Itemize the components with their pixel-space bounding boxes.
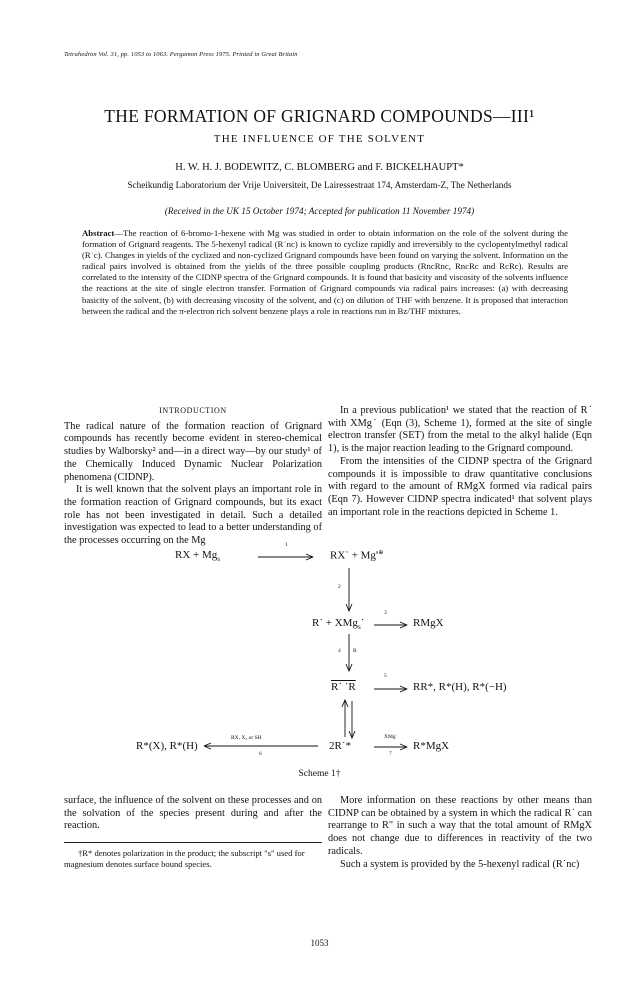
intro-right-paragraph-2: From the intensities of the CIDNP spectra of the Grignard compounds it is impossible to draw quantitative conclusions with regard to the amount of RMgX formed via radical pairs (Eqn 7). However CIDNP spectra indicated¹ that solvent plays an important role in the reactions depicted in Scheme 1. — [328, 455, 592, 518]
scheme-step-number: 2 — [338, 584, 341, 590]
scheme-polarized-grignard: R*MgX — [413, 740, 450, 752]
scheme-step-number: 3 — [384, 610, 387, 616]
scheme-step-number: 6 — [259, 751, 262, 757]
scheme-step-label: R — [353, 648, 357, 654]
scheme-escape-arrows — [339, 699, 359, 739]
author-list: H. W. H. J. BODEWITZ, C. BLOMBERG and F. BICKELHAUPT* — [175, 162, 464, 173]
scheme-arrow-2 — [344, 568, 354, 612]
scheme-halide-products: R*(X), R*(H) — [136, 740, 198, 752]
scheme-arrow-5 — [374, 685, 408, 693]
intro-paragraph-2: It is well known that the solvent plays an important role in the formation reaction of Grignard compounds, but its exact role has not been investigated in detail. Such a detailed investigation was expected to lead to a better understanding of the processes occurring on the Mg — [64, 484, 322, 547]
page-number: 1053 — [310, 938, 329, 948]
scheme-grignard-product: RMgX — [413, 617, 444, 629]
footnote: †R* denotes polarization in the product; the subscript "s" used for magnesium denotes surface bound species. — [64, 848, 305, 869]
scheme-arrow-1 — [258, 553, 314, 561]
scheme-arrow-4 — [344, 634, 354, 672]
affiliation: Scheikundig Laboratorium der Vrije Universiteit, De Lairessestraat 174, Amsterdam-Z, The Netherlands — [127, 180, 512, 190]
scheme-step-number: 7 — [389, 751, 392, 757]
scheme-arrow-6 — [204, 742, 320, 750]
scheme-arrow-7 — [374, 743, 408, 751]
scheme-radical-xmg: R˙ + XMg$_s$˙ — [312, 617, 365, 632]
scheme-arrow-7-label: XMg˙ — [384, 734, 398, 740]
scheme-free-radicals: 2R˙* — [329, 740, 351, 752]
section-heading-introduction: INTRODUCTION — [159, 406, 227, 415]
scheme-step-number: 4 — [338, 648, 341, 654]
scheme-arrow-6-label: RX, X₂ or SH — [231, 735, 262, 741]
abstract-text: —The reaction of 6-bromo-1-hexene with Mg was studied in order to obtain information on the role of the solvent during the formation of Grignard reagents. The 5-hexenyl radical (R˙nc) is known to cyclize rapidly and irreversibly to the cyclopentylmethyl radical (R˙c). Changes in yields of the cyclized and non-cyclized Grignard compounds have been found on varying the solvent. Information on the radical pairs involved is obtained from the yields of the three possible coupling products (RncRnc, RncRc and RcRc). Results are correlated to the intensity of the CIDNP spectra of the Grignard compounds. It is found that basicity and viscosity of the solvents influence the reactions at the site of single electron transfer. Formation of Grignard compounds via radical pairs increases: (a) with decreasing basicity of the solvent, (b) with decreasing viscosity of the solvent, and (c) on dilution of THF with benzene. It is proposed that interaction between the radical and the π-electron rich solvent benzene plays a role in reactions run in Bz/THF mixtures. — [82, 228, 568, 316]
scheme-reactants: RX + $Mg_s$ — [175, 549, 220, 564]
paper-subtitle: THE INFLUENCE OF THE SOLVENT — [213, 133, 426, 145]
scheme-caption: Scheme 1† — [298, 769, 341, 779]
running-head: Tetrahedron Vol. 31, pp. 1053 to 1063. Pergamon Press 1975. Printed in Great Britain — [64, 51, 298, 58]
scheme-coupling-products: RR*, R*(H), R*(−H) — [413, 681, 507, 693]
paper-title: THE FORMATION OF GRIGNARD COMPOUNDS—III¹ — [104, 106, 535, 126]
intro-right-column — [328, 405, 592, 519]
intro-paragraph-1: The radical nature of the formation reaction of Grignard compounds has recently become evident in stereo-chemical studies by Walborsky² and—in a direct way—by our study¹ of the Chemically Induced Dynamic Nuclear Polarization phenomena (CIDNP). — [64, 420, 322, 483]
abstract — [82, 228, 568, 317]
scheme-step-number: 1 — [285, 542, 288, 548]
footnote-rule — [64, 842, 322, 843]
intro-right-paragraph-1: In a previous publication¹ we stated that the reaction of R˙ with XMg˙ (Eqn (3), Scheme 1), formed at the site of single electron transfer (SET) from the metal to the alkyl halide (Eqn 1), is the major reaction leading to the Grignard compound. — [328, 405, 592, 455]
scheme-arrow-3 — [374, 621, 408, 629]
abstract-label: Abstract — [82, 228, 115, 238]
intro-left-column — [64, 405, 322, 548]
lower-right-column — [328, 795, 592, 871]
right-paragraph-1: More information on these reactions by other means than CIDNP can be obtained by a system in which the radical R˙ can rearrange to R" in such a way that the total amount of RMgX does not change due to differences in reactivity of the two radicals. — [328, 795, 592, 857]
lower-left-column — [64, 795, 322, 833]
right-paragraph-2: Such a system is provided by the 5-hexenyl radical (R˙nc) — [340, 858, 580, 870]
scheme-radical-pair: R˙ ˙R — [331, 681, 356, 693]
received-dates: (Received in the UK 15 October 1974; Accepted for publication 11 November 1974) — [164, 206, 475, 216]
continued-paragraph: surface, the influence of the solvent on these processes and on the solvation of the species present during and after the reaction. — [64, 795, 322, 832]
scheme-radical-anion: RX˙ + $Mg^{s\oplus}$ — [330, 549, 384, 562]
scheme-step-number: 5 — [384, 673, 387, 679]
